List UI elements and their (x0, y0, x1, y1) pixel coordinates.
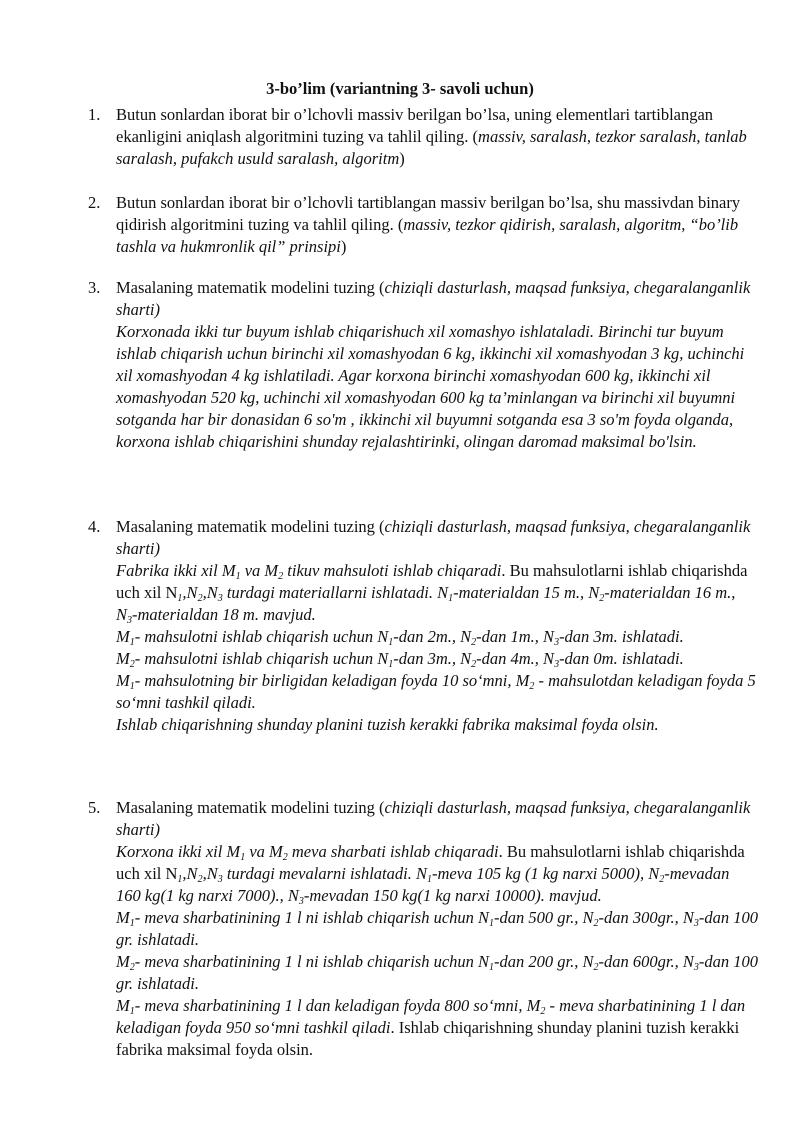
keywords: massiv, saralash, tezkor saralash, tanlab saralash, pufakch usuld saralash, algoritm (116, 127, 747, 168)
keywords: chiziqli dasturlash, maqsad funksiya, chegaralanganlik sharti) (116, 517, 751, 558)
keywords: massiv, tezkor qidirish, saralash, algoritm, “bo’lib tashla va hukmronlik qil” prinsipi (116, 215, 739, 256)
question-number: 5. (88, 798, 101, 817)
section-title: 3-bo’lim (variantning 3- savoli uchun) (266, 79, 534, 98)
question-text: Masalaning matematik modelini tuzing ( (116, 517, 385, 536)
question-number: 2. (88, 193, 101, 212)
problem-paragraph-4: $M_1-$ mahsulotning bir birligidan keladigan foyda 10 so‘mni, $M_2$ - mahsulotdan keladigan foyda 5 so‘mni tashkil qiladi. (116, 671, 756, 712)
problem-statement: Korxonada ikki tur buyum ishlab chiqarishuch xil xomashyo ishlataladi. Birinchi tur buyum ishlab chiqarish uchun birinchi xil xomashyodan 6 kg, ikkinchi xil xomashyodan 3 kg, uchinchi xil xomashyodan 4 kg ishlatiladi. Agar korxona birinchi xomashyodan 600 kg, ikkinchi xil xomashyodan 520 kg, uchinchi xil xomashyodan 600 kg ta’minlangan va birinchi xil buyumni sotganda har bir donasidan 6 so'm , ikkinchi xil buyumni sotganda esa 3 so'm foyda olganda, korxona ishlab chiqarishini shunday rejalashtirinki, olingan daromad maksimal bo'lsin. (116, 322, 745, 451)
keywords: chiziqli dasturlash, maqsad funksiya, chegaralanganlik sharti) (116, 278, 751, 319)
question-text: Butun sonlardan iborat bir o’lchovli massiv berilgan bo’lsa, uning elementlari tartiblangan ekanligini aniqlash algoritmini tuzing va tahlil qiling. ( (116, 105, 714, 146)
keywords: chiziqli dasturlash, maqsad funksiya, chegaralanganlik sharti) (116, 798, 751, 839)
problem-paragraph-1: Fabrika ikki xil $M_1$ va $M_2$ tikuv mahsuloti ishlab chiqaradi. Bu mahsulotlarni ishlab chiqarishda uch xil $N_1,N_2,N_3$ turdagi materiallarni ishlatadi. $N_1$-materialdan 15 m., $N_2$-materialdan 16 m., $N_3$-materialdan 18 m. mavjud. (116, 561, 748, 626)
question-text: Masalaning matematik modelini tuzing ( (116, 798, 385, 817)
question-number: 4. (88, 517, 101, 536)
question-3 (88, 277, 758, 453)
close-paren: ) (399, 149, 405, 168)
question-number: 1. (88, 105, 101, 124)
problem-paragraph-3: $M_2-$ meva sharbatinining 1 l ni ishlab chiqarish uchun $N_1$-dan 200 gr., $N_2$-dan 600gr., $N_3$-dan 100 gr. ishlatadi. (116, 952, 758, 993)
question-number: 3. (88, 278, 101, 297)
close-paren: ) (340, 237, 347, 256)
problem-paragraph-1: Korxona ikki xil $M_1$ va $M_2$ meva sharbati ishlab chiqaradi. Bu mahsulotlarni ishlab chiqarishda uch xil $N_1,N_2,N_3$ turdagi mevalarni ishlatadi. $N_1$-meva 105 kg (1 kg narxi 5000), $N_2$-mevadan 160 kg(1 kg narxi 7000)., $N_3$-mevadan 150 kg(1 kg narxi 10000). mavjud. (116, 842, 745, 907)
problem-paragraph-4: $M_1-$ meva sharbatinining 1 l dan keladigan foyda 800 so‘mni, $M_2$ - meva sharbatinining 1 l dan keladigan foyda 950 so‘mni tashkil qiladi. Ishlab chiqarishning shunday planini tuzish kerakki fabrika maksimal foyda olsin. (116, 996, 746, 1059)
question-2 (88, 192, 758, 258)
question-5 (88, 797, 758, 1061)
question-text: Masalaning matematik modelini tuzing ( (116, 278, 385, 297)
problem-paragraph-2: $M_1-$ mahsulotni ishlab chiqarish uchun $N_1$-dan 2m., $N_2$-dan 1m., $N_3$-dan 3m. ishlatadi. (116, 627, 684, 648)
question-1 (88, 104, 758, 170)
problem-paragraph-2: $M_1-$ meva sharbatinining 1 l ni ishlab chiqarish uchun $N_1$-dan 500 gr., $N_2$-dan 300gr., $N_3$-dan 100 gr. ishlatadi. (116, 908, 758, 949)
question-text: Butun sonlardan iborat bir o’lchovli tartiblangan massiv berilgan bo’lsa, shu massivdan binary qidirish algoritmini tuzing va tahlil qiling. ( (116, 193, 741, 234)
problem-paragraph-5: Ishlab chiqarishning shunday planini tuzish kerakki fabrika maksimal foyda olsin. (116, 715, 659, 734)
question-4 (88, 516, 758, 736)
problem-paragraph-3: $M_2-$ mahsulotni ishlab chiqarish uchun $N_1$-dan 3m., $N_2$-dan 4m., $N_3$-dan 0m. ishlatadi. (116, 649, 684, 670)
